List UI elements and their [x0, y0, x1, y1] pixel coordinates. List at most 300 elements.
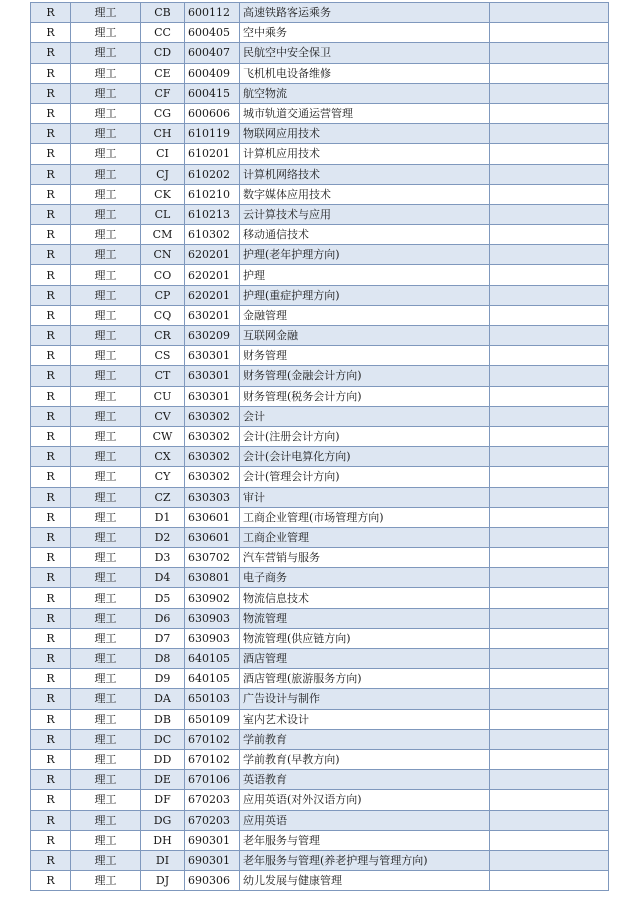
major-name-cell: 幼儿发展与健康管理 — [240, 871, 490, 891]
category-cell: 理工 — [71, 63, 141, 83]
major-code-cell: 670203 — [185, 790, 240, 810]
code-cell: DD — [141, 749, 185, 769]
note-cell — [490, 770, 609, 790]
code-cell: CP — [141, 285, 185, 305]
major-name-cell: 酒店管理(旅游服务方向) — [240, 669, 490, 689]
code-cell: CM — [141, 225, 185, 245]
code-cell: CL — [141, 204, 185, 224]
note-cell — [490, 3, 609, 23]
major-code-cell: 600606 — [185, 103, 240, 123]
category-cell: 理工 — [71, 447, 141, 467]
batch-cell: R — [31, 23, 71, 43]
code-cell: D4 — [141, 568, 185, 588]
batch-cell: R — [31, 366, 71, 386]
major-name-cell: 护理(重症护理方向) — [240, 285, 490, 305]
category-cell: 理工 — [71, 386, 141, 406]
batch-cell: R — [31, 487, 71, 507]
code-cell: CY — [141, 467, 185, 487]
note-cell — [490, 871, 609, 891]
category-cell: 理工 — [71, 164, 141, 184]
batch-cell: R — [31, 144, 71, 164]
category-cell: 理工 — [71, 568, 141, 588]
code-cell: DG — [141, 810, 185, 830]
major-name-cell: 护理 — [240, 265, 490, 285]
table-row — [31, 426, 609, 446]
batch-cell: R — [31, 225, 71, 245]
table-row — [31, 184, 609, 204]
note-cell — [490, 749, 609, 769]
category-cell: 理工 — [71, 285, 141, 305]
code-cell: CH — [141, 124, 185, 144]
note-cell — [490, 63, 609, 83]
major-code-cell: 690306 — [185, 871, 240, 891]
major-name-cell: 财务管理 — [240, 346, 490, 366]
table-row — [31, 144, 609, 164]
category-cell: 理工 — [71, 467, 141, 487]
major-name-cell: 老年服务与管理(养老护理与管理方向) — [240, 850, 490, 870]
code-cell: CD — [141, 43, 185, 63]
batch-cell: R — [31, 749, 71, 769]
batch-cell: R — [31, 729, 71, 749]
major-code-cell: 630301 — [185, 366, 240, 386]
batch-cell: R — [31, 871, 71, 891]
major-code-cell: 610201 — [185, 144, 240, 164]
major-name-cell: 移动通信技术 — [240, 225, 490, 245]
table-row — [31, 749, 609, 769]
major-code-cell: 610202 — [185, 164, 240, 184]
code-cell: CT — [141, 366, 185, 386]
category-cell: 理工 — [71, 548, 141, 568]
program-table-body — [31, 3, 609, 891]
major-name-cell: 物流信息技术 — [240, 588, 490, 608]
category-cell: 理工 — [71, 3, 141, 23]
category-cell: 理工 — [71, 245, 141, 265]
table-row — [31, 608, 609, 628]
code-cell: DC — [141, 729, 185, 749]
code-cell: DH — [141, 830, 185, 850]
category-cell: 理工 — [71, 770, 141, 790]
table-row — [31, 305, 609, 325]
batch-cell: R — [31, 689, 71, 709]
major-code-cell: 670106 — [185, 770, 240, 790]
category-cell: 理工 — [71, 749, 141, 769]
code-cell: CC — [141, 23, 185, 43]
table-row — [31, 3, 609, 23]
major-name-cell: 财务管理(税务会计方向) — [240, 386, 490, 406]
code-cell: CF — [141, 83, 185, 103]
category-cell: 理工 — [71, 608, 141, 628]
batch-cell: R — [31, 63, 71, 83]
table-row — [31, 103, 609, 123]
major-name-cell: 工商企业管理 — [240, 527, 490, 547]
table-row — [31, 83, 609, 103]
major-code-cell: 630302 — [185, 406, 240, 426]
code-cell: CU — [141, 386, 185, 406]
category-cell: 理工 — [71, 426, 141, 446]
major-name-cell: 计算机网络技术 — [240, 164, 490, 184]
table-row — [31, 669, 609, 689]
major-code-cell: 690301 — [185, 830, 240, 850]
note-cell — [490, 790, 609, 810]
note-cell — [490, 43, 609, 63]
major-code-cell: 670203 — [185, 810, 240, 830]
major-code-cell: 690301 — [185, 850, 240, 870]
batch-cell: R — [31, 184, 71, 204]
category-cell: 理工 — [71, 487, 141, 507]
table-row — [31, 770, 609, 790]
code-cell: D6 — [141, 608, 185, 628]
batch-cell: R — [31, 608, 71, 628]
major-code-cell: 630301 — [185, 346, 240, 366]
category-cell: 理工 — [71, 830, 141, 850]
code-cell: CW — [141, 426, 185, 446]
category-cell: 理工 — [71, 23, 141, 43]
note-cell — [490, 689, 609, 709]
major-name-cell: 数字媒体应用技术 — [240, 184, 490, 204]
table-row — [31, 245, 609, 265]
category-cell: 理工 — [71, 871, 141, 891]
major-code-cell: 670102 — [185, 729, 240, 749]
major-name-cell: 工商企业管理(市场管理方向) — [240, 507, 490, 527]
major-name-cell: 云计算技术与应用 — [240, 204, 490, 224]
table-row — [31, 649, 609, 669]
major-code-cell: 630601 — [185, 527, 240, 547]
table-row — [31, 366, 609, 386]
program-table — [30, 2, 609, 891]
major-code-cell: 630302 — [185, 426, 240, 446]
note-cell — [490, 346, 609, 366]
batch-cell: R — [31, 588, 71, 608]
major-name-cell: 会计(注册会计方向) — [240, 426, 490, 446]
table-row — [31, 43, 609, 63]
table-row — [31, 810, 609, 830]
batch-cell: R — [31, 850, 71, 870]
table-row — [31, 487, 609, 507]
category-cell: 理工 — [71, 689, 141, 709]
major-name-cell: 汽车营销与服务 — [240, 548, 490, 568]
major-name-cell: 民航空中安全保卫 — [240, 43, 490, 63]
category-cell: 理工 — [71, 144, 141, 164]
note-cell — [490, 588, 609, 608]
code-cell: CZ — [141, 487, 185, 507]
note-cell — [490, 366, 609, 386]
category-cell: 理工 — [71, 43, 141, 63]
table-row — [31, 709, 609, 729]
note-cell — [490, 184, 609, 204]
major-name-cell: 会计 — [240, 406, 490, 426]
code-cell: CQ — [141, 305, 185, 325]
code-cell: CX — [141, 447, 185, 467]
major-name-cell: 酒店管理 — [240, 649, 490, 669]
major-name-cell: 金融管理 — [240, 305, 490, 325]
table-row — [31, 204, 609, 224]
category-cell: 理工 — [71, 124, 141, 144]
major-code-cell: 610302 — [185, 225, 240, 245]
batch-cell: R — [31, 770, 71, 790]
note-cell — [490, 810, 609, 830]
batch-cell: R — [31, 467, 71, 487]
note-cell — [490, 406, 609, 426]
major-code-cell: 630201 — [185, 305, 240, 325]
major-code-cell: 630903 — [185, 608, 240, 628]
note-cell — [490, 265, 609, 285]
major-code-cell: 620201 — [185, 265, 240, 285]
major-name-cell: 物流管理(供应链方向) — [240, 628, 490, 648]
major-code-cell: 670102 — [185, 749, 240, 769]
batch-cell: R — [31, 265, 71, 285]
major-code-cell: 610213 — [185, 204, 240, 224]
major-code-cell: 600112 — [185, 3, 240, 23]
code-cell: CE — [141, 63, 185, 83]
note-cell — [490, 568, 609, 588]
batch-cell: R — [31, 649, 71, 669]
category-cell: 理工 — [71, 103, 141, 123]
major-name-cell: 老年服务与管理 — [240, 830, 490, 850]
note-cell — [490, 144, 609, 164]
batch-cell: R — [31, 245, 71, 265]
category-cell: 理工 — [71, 507, 141, 527]
major-name-cell: 飞机机电设备维修 — [240, 63, 490, 83]
table-row — [31, 790, 609, 810]
major-code-cell: 650103 — [185, 689, 240, 709]
note-cell — [490, 164, 609, 184]
batch-cell: R — [31, 669, 71, 689]
batch-cell: R — [31, 810, 71, 830]
major-name-cell: 高速铁路客运乘务 — [240, 3, 490, 23]
major-name-cell: 应用英语(对外汉语方向) — [240, 790, 490, 810]
table-row — [31, 507, 609, 527]
note-cell — [490, 103, 609, 123]
note-cell — [490, 225, 609, 245]
batch-cell: R — [31, 830, 71, 850]
category-cell: 理工 — [71, 527, 141, 547]
code-cell: D5 — [141, 588, 185, 608]
major-code-cell: 630302 — [185, 467, 240, 487]
batch-cell: R — [31, 628, 71, 648]
code-cell: D9 — [141, 669, 185, 689]
batch-cell: R — [31, 447, 71, 467]
major-name-cell: 物流管理 — [240, 608, 490, 628]
table-row — [31, 346, 609, 366]
table-row — [31, 871, 609, 891]
category-cell: 理工 — [71, 204, 141, 224]
table-row — [31, 447, 609, 467]
major-name-cell: 空中乘务 — [240, 23, 490, 43]
code-cell: CI — [141, 144, 185, 164]
category-cell: 理工 — [71, 790, 141, 810]
batch-cell: R — [31, 83, 71, 103]
major-name-cell: 计算机应用技术 — [240, 144, 490, 164]
batch-cell: R — [31, 164, 71, 184]
code-cell: CB — [141, 3, 185, 23]
table-row — [31, 124, 609, 144]
batch-cell: R — [31, 386, 71, 406]
note-cell — [490, 305, 609, 325]
major-name-cell: 审计 — [240, 487, 490, 507]
note-cell — [490, 467, 609, 487]
note-cell — [490, 669, 609, 689]
note-cell — [490, 124, 609, 144]
note-cell — [490, 527, 609, 547]
major-name-cell: 英语教育 — [240, 770, 490, 790]
code-cell: DE — [141, 770, 185, 790]
table-row — [31, 164, 609, 184]
batch-cell: R — [31, 204, 71, 224]
batch-cell: R — [31, 3, 71, 23]
code-cell: CO — [141, 265, 185, 285]
note-cell — [490, 608, 609, 628]
category-cell: 理工 — [71, 83, 141, 103]
major-name-cell: 室内艺术设计 — [240, 709, 490, 729]
table-row — [31, 548, 609, 568]
major-name-cell: 应用英语 — [240, 810, 490, 830]
table-row — [31, 467, 609, 487]
code-cell: CS — [141, 346, 185, 366]
batch-cell: R — [31, 124, 71, 144]
category-cell: 理工 — [71, 588, 141, 608]
code-cell: DA — [141, 689, 185, 709]
table-row — [31, 628, 609, 648]
table-row — [31, 830, 609, 850]
category-cell: 理工 — [71, 184, 141, 204]
batch-cell: R — [31, 568, 71, 588]
code-cell: D8 — [141, 649, 185, 669]
batch-cell: R — [31, 527, 71, 547]
batch-cell: R — [31, 43, 71, 63]
note-cell — [490, 285, 609, 305]
note-cell — [490, 729, 609, 749]
code-cell: CN — [141, 245, 185, 265]
code-cell: D3 — [141, 548, 185, 568]
category-cell: 理工 — [71, 709, 141, 729]
category-cell: 理工 — [71, 628, 141, 648]
major-name-cell: 城市轨道交通运营管理 — [240, 103, 490, 123]
code-cell: D1 — [141, 507, 185, 527]
major-code-cell: 630801 — [185, 568, 240, 588]
major-name-cell: 电子商务 — [240, 568, 490, 588]
batch-cell: R — [31, 507, 71, 527]
note-cell — [490, 83, 609, 103]
note-cell — [490, 487, 609, 507]
major-code-cell: 600409 — [185, 63, 240, 83]
table-row — [31, 568, 609, 588]
table-row — [31, 285, 609, 305]
major-code-cell: 610210 — [185, 184, 240, 204]
major-name-cell: 学前教育 — [240, 729, 490, 749]
batch-cell: R — [31, 790, 71, 810]
major-name-cell: 会计(管理会计方向) — [240, 467, 490, 487]
table-row — [31, 850, 609, 870]
major-code-cell: 640105 — [185, 669, 240, 689]
note-cell — [490, 386, 609, 406]
major-code-cell: 630702 — [185, 548, 240, 568]
code-cell: DJ — [141, 871, 185, 891]
major-code-cell: 600415 — [185, 83, 240, 103]
note-cell — [490, 245, 609, 265]
major-code-cell: 630301 — [185, 386, 240, 406]
code-cell: DI — [141, 850, 185, 870]
category-cell: 理工 — [71, 225, 141, 245]
batch-cell: R — [31, 406, 71, 426]
major-code-cell: 640105 — [185, 649, 240, 669]
major-name-cell: 物联网应用技术 — [240, 124, 490, 144]
major-code-cell: 630302 — [185, 447, 240, 467]
note-cell — [490, 649, 609, 669]
code-cell: CV — [141, 406, 185, 426]
note-cell — [490, 507, 609, 527]
note-cell — [490, 850, 609, 870]
table-row — [31, 588, 609, 608]
batch-cell: R — [31, 285, 71, 305]
major-code-cell: 600405 — [185, 23, 240, 43]
batch-cell: R — [31, 709, 71, 729]
category-cell: 理工 — [71, 850, 141, 870]
code-cell: D2 — [141, 527, 185, 547]
table-row — [31, 527, 609, 547]
category-cell: 理工 — [71, 265, 141, 285]
code-cell: DB — [141, 709, 185, 729]
code-cell: CJ — [141, 164, 185, 184]
major-code-cell: 630902 — [185, 588, 240, 608]
code-cell: CK — [141, 184, 185, 204]
category-cell: 理工 — [71, 406, 141, 426]
table-row — [31, 386, 609, 406]
major-code-cell: 600407 — [185, 43, 240, 63]
note-cell — [490, 204, 609, 224]
major-code-cell: 620201 — [185, 245, 240, 265]
batch-cell: R — [31, 426, 71, 446]
code-cell: DF — [141, 790, 185, 810]
major-code-cell: 630209 — [185, 326, 240, 346]
major-code-cell: 630601 — [185, 507, 240, 527]
table-row — [31, 225, 609, 245]
batch-cell: R — [31, 548, 71, 568]
major-code-cell: 630903 — [185, 628, 240, 648]
major-name-cell: 财务管理(金融会计方向) — [240, 366, 490, 386]
major-code-cell: 630303 — [185, 487, 240, 507]
category-cell: 理工 — [71, 346, 141, 366]
major-name-cell: 会计(会计电算化方向) — [240, 447, 490, 467]
batch-cell: R — [31, 103, 71, 123]
table-row — [31, 23, 609, 43]
major-name-cell: 广告设计与制作 — [240, 689, 490, 709]
major-name-cell: 航空物流 — [240, 83, 490, 103]
major-name-cell: 护理(老年护理方向) — [240, 245, 490, 265]
category-cell: 理工 — [71, 366, 141, 386]
major-code-cell: 650109 — [185, 709, 240, 729]
note-cell — [490, 23, 609, 43]
category-cell: 理工 — [71, 326, 141, 346]
table-row — [31, 729, 609, 749]
major-name-cell: 互联网金融 — [240, 326, 490, 346]
batch-cell: R — [31, 346, 71, 366]
code-cell: D7 — [141, 628, 185, 648]
category-cell: 理工 — [71, 669, 141, 689]
major-code-cell: 620201 — [185, 285, 240, 305]
table-row — [31, 689, 609, 709]
note-cell — [490, 447, 609, 467]
note-cell — [490, 628, 609, 648]
note-cell — [490, 830, 609, 850]
code-cell: CR — [141, 326, 185, 346]
category-cell: 理工 — [71, 729, 141, 749]
major-code-cell: 610119 — [185, 124, 240, 144]
batch-cell: R — [31, 326, 71, 346]
note-cell — [490, 426, 609, 446]
category-cell: 理工 — [71, 810, 141, 830]
note-cell — [490, 709, 609, 729]
table-row — [31, 406, 609, 426]
